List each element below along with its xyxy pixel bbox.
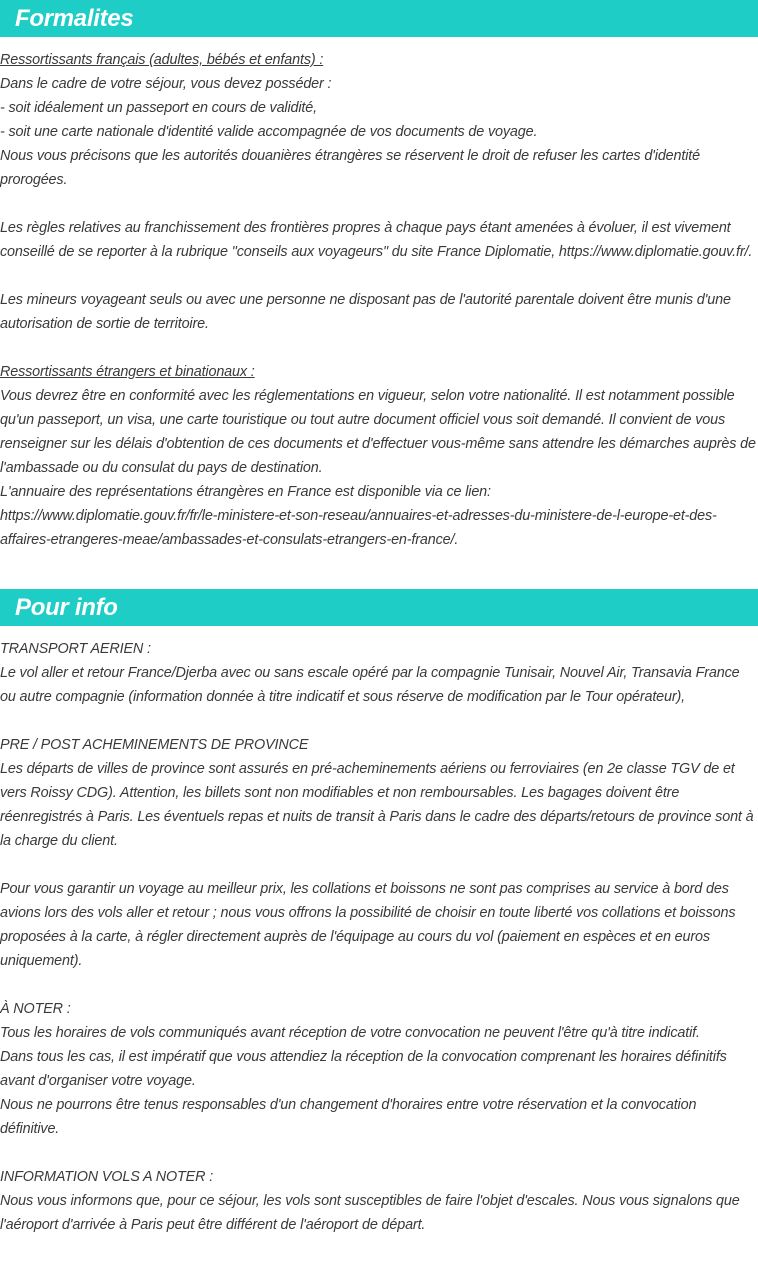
- fr-line: Nous vous précisons que les autorités douanières étrangères se réservent le droit de refuser les cartes d'identité prorogées.: [0, 148, 700, 188]
- fr-nationals-heading: Ressortissants français (adultes, bébés et enfants) :: [0, 52, 324, 68]
- info-title: Pour info: [15, 593, 118, 621]
- note-line: Nous ne pourrons être tenus responsables d'un changement d'horaires entre votre réservation et la convocation définitive.: [0, 1097, 697, 1137]
- minors-paragraph: Les mineurs voyageant seuls ou avec une personne ne disposant pas de l'autorité parentale doivent être munis d'une autorisation de sortie de territoire.: [0, 292, 731, 332]
- formalites-body: [0, 37, 758, 552]
- fr-line: - soit idéalement un passeport en cours de validité,: [0, 100, 317, 116]
- flights-paragraph: Nous vous informons que, pour ce séjour, les vols sont susceptibles de faire l'objet d'escales. Nous vous signalons que l'aéroport d'arrivée à Paris peut être différent de l'aéroport de départ.: [0, 1193, 740, 1233]
- formalites-title: Formalites: [15, 4, 134, 32]
- note-heading: À NOTER :: [0, 1001, 71, 1017]
- directory-paragraph: L'annuaire des représentations étrangères en France est disponible via ce lien:: [0, 484, 491, 500]
- province-heading: PRE / POST ACHEMINEMENTS DE PROVINCE: [0, 737, 309, 753]
- transport-paragraph: Le vol aller et retour France/Djerba avec ou sans escale opéré par la compagnie Tunisair, Nouvel Air, Transavia France ou autre compagnie (information donnée à titre indicatif et sous réserve de modification par le Tour opérateur),: [0, 665, 740, 705]
- info-section: [0, 589, 758, 1237]
- directory-link: https://www.diplomatie.gouv.fr/fr/le-ministere-et-son-reseau/annuaires-et-adresses-du-ministere-de-l-europe-et-des-affaires-etrangeres-meae/ambassades-et-consulats-etrangers-en-france/.: [0, 508, 717, 548]
- note-line: Tous les horaires de vols communiqués avant réception de votre convocation ne peuvent l'être qu'à titre indicatif.: [0, 1025, 700, 1041]
- info-header: [0, 589, 758, 626]
- border-rules-paragraph: Les règles relatives au franchissement des frontières propres à chaque pays étant amenées à évoluer, il est vivement conseillé de se reporter à la rubrique "conseils aux voyageurs" du site France Diplomatie, https://www.diplomatie.gouv.fr/.: [0, 220, 753, 260]
- transport-heading: TRANSPORT AERIEN :: [0, 641, 151, 657]
- formalites-header: [0, 0, 758, 37]
- note-line: Dans tous les cas, il est impératif que vous attendiez la réception de la convocation comprenant les horaires définitifs avant d'organiser votre voyage.: [0, 1049, 727, 1089]
- info-body: [0, 626, 758, 1237]
- formalites-section: [0, 0, 758, 552]
- fr-line: Dans le cadre de votre séjour, vous devez posséder :: [0, 76, 332, 92]
- foreign-nationals-paragraph: Vous devrez être en conformité avec les réglementations en vigueur, selon votre nationalité. Il est notamment possible qu'un passeport, un visa, une carte touristique ou tout autre document officiel vous soit demandé. Il convient de vous renseigner sur les délais d'obtention de ces documents et d'effectuer vous-même sans attendre les démarches auprès de l'ambassade ou du consulat du pays de destination.: [0, 388, 756, 476]
- flights-heading: INFORMATION VOLS A NOTER :: [0, 1169, 214, 1185]
- onboard-service-paragraph: Pour vous garantir un voyage au meilleur prix, les collations et boissons ne sont pas comprises au service à bord des avions lors des vols aller et retour ; nous vous offrons la possibilité de choisir en toute liberté vos collations et boissons proposées à la carte, à régler directement auprès de l'équipage au cours du vol (paiement en espèces et en euros uniquement).: [0, 881, 736, 969]
- fr-line: - soit une carte nationale d'identité valide accompagnée de vos documents de voyage.: [0, 124, 538, 140]
- province-paragraph: Les départs de villes de province sont assurés en pré-acheminements aériens ou ferroviaires (en 2e classe TGV de et vers Roissy CDG). Attention, les billets sont non modifiables et non remboursables. Les bagages doivent être réenregistrés à Paris. Les éventuels repas et nuits de transit à Paris dans le cadre des départs/retours de province sont à la charge du client.: [0, 761, 754, 849]
- foreign-nationals-heading: Ressortissants étrangers et binationaux :: [0, 364, 255, 380]
